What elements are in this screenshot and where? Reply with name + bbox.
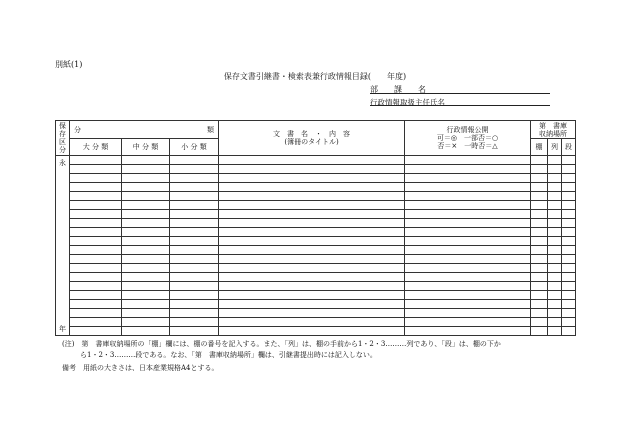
table-row bbox=[56, 246, 576, 255]
table-cell[interactable] bbox=[70, 156, 122, 165]
table-cell[interactable] bbox=[70, 264, 122, 273]
table-cell[interactable] bbox=[562, 300, 576, 309]
table-row bbox=[56, 219, 576, 228]
table-cell[interactable] bbox=[170, 255, 219, 264]
table-cell[interactable] bbox=[219, 318, 405, 327]
table-cell[interactable] bbox=[122, 255, 170, 264]
table-row bbox=[56, 210, 576, 219]
table-cell[interactable] bbox=[562, 228, 576, 237]
disclosure-legend-1: 可＝◎ 一部否＝○ bbox=[436, 134, 499, 142]
table-cell[interactable] bbox=[70, 327, 122, 336]
table-cell[interactable] bbox=[219, 165, 405, 174]
disclosure-header bbox=[405, 121, 531, 156]
table-row bbox=[56, 192, 576, 201]
table-cell[interactable] bbox=[122, 264, 170, 273]
table-cell[interactable] bbox=[405, 219, 531, 228]
table-cell[interactable] bbox=[405, 246, 531, 255]
table-cell[interactable] bbox=[405, 174, 531, 183]
table-cell[interactable] bbox=[562, 309, 576, 318]
retention-permanent-label: 永 bbox=[59, 159, 66, 167]
officer-name-label: 行政情報取扱主任氏名 bbox=[370, 98, 445, 107]
table-cell[interactable] bbox=[405, 318, 531, 327]
table-cell[interactable] bbox=[170, 228, 219, 237]
table-row bbox=[56, 264, 576, 273]
table-cell[interactable] bbox=[548, 309, 562, 318]
table-cell[interactable] bbox=[548, 228, 562, 237]
table-cell[interactable] bbox=[562, 210, 576, 219]
table-cell[interactable] bbox=[70, 291, 122, 300]
retention-header: 保存区分 bbox=[56, 121, 70, 156]
storage-header bbox=[531, 121, 576, 139]
table-cell[interactable] bbox=[170, 273, 219, 282]
table-cell[interactable] bbox=[170, 264, 219, 273]
table-cell[interactable] bbox=[531, 237, 548, 246]
table-cell[interactable] bbox=[548, 192, 562, 201]
table-cell[interactable] bbox=[531, 327, 548, 336]
table-cell[interactable] bbox=[70, 183, 122, 192]
table-cell[interactable] bbox=[219, 246, 405, 255]
table-cell[interactable] bbox=[548, 255, 562, 264]
table-row bbox=[56, 282, 576, 291]
note-line-2: ら1・2・3………段である。なお、「第 書庫収納場所」欄は、引継書提出時には記入しない。 bbox=[80, 351, 377, 359]
table-cell[interactable] bbox=[548, 327, 562, 336]
table-cell[interactable] bbox=[170, 165, 219, 174]
table-cell[interactable] bbox=[405, 255, 531, 264]
table-row bbox=[56, 183, 576, 192]
table-cell[interactable] bbox=[531, 201, 548, 210]
table-cell[interactable] bbox=[70, 255, 122, 264]
table-cell[interactable] bbox=[562, 327, 576, 336]
table-cell[interactable] bbox=[219, 210, 405, 219]
table-cell[interactable] bbox=[405, 237, 531, 246]
table-cell[interactable] bbox=[70, 228, 122, 237]
table-cell[interactable] bbox=[122, 228, 170, 237]
table-cell[interactable] bbox=[531, 183, 548, 192]
table-cell[interactable] bbox=[170, 156, 219, 165]
table-cell[interactable] bbox=[562, 192, 576, 201]
table-cell[interactable] bbox=[170, 174, 219, 183]
table-cell[interactable] bbox=[531, 255, 548, 264]
table-cell[interactable] bbox=[122, 174, 170, 183]
table-cell[interactable] bbox=[562, 237, 576, 246]
table-cell[interactable] bbox=[548, 273, 562, 282]
table-cell[interactable] bbox=[548, 318, 562, 327]
table-cell[interactable] bbox=[405, 165, 531, 174]
tier-header: 段 bbox=[562, 139, 576, 156]
table-cell[interactable] bbox=[170, 291, 219, 300]
table-cell[interactable] bbox=[219, 156, 405, 165]
classification-header-left: 分 bbox=[74, 125, 81, 134]
table-cell[interactable] bbox=[219, 282, 405, 291]
ledger-table bbox=[55, 120, 576, 336]
table-cell[interactable] bbox=[170, 282, 219, 291]
table-cell[interactable] bbox=[562, 165, 576, 174]
table-cell[interactable] bbox=[562, 201, 576, 210]
table-cell[interactable] bbox=[170, 210, 219, 219]
table-cell[interactable] bbox=[562, 246, 576, 255]
table-cell[interactable] bbox=[122, 183, 170, 192]
storage-header-line-2: 収納場所 bbox=[539, 129, 568, 138]
storage-header-line-1: 第 書庫 bbox=[539, 121, 568, 130]
table-cell[interactable] bbox=[122, 192, 170, 201]
table-cell[interactable] bbox=[219, 255, 405, 264]
table-cell[interactable] bbox=[531, 210, 548, 219]
column-header: 列 bbox=[548, 139, 562, 156]
table-cell[interactable] bbox=[531, 174, 548, 183]
table-cell[interactable] bbox=[531, 192, 548, 201]
middle-class-header: 中 分 類 bbox=[122, 139, 170, 156]
table-cell[interactable] bbox=[548, 237, 562, 246]
table-cell[interactable] bbox=[70, 300, 122, 309]
table-cell[interactable] bbox=[122, 210, 170, 219]
table-cell[interactable] bbox=[548, 183, 562, 192]
table-cell[interactable] bbox=[219, 237, 405, 246]
table-cell[interactable] bbox=[122, 309, 170, 318]
remarks: 備考 用紙の大きさは、日本産業規格A4とする。 bbox=[62, 364, 219, 372]
table-cell[interactable] bbox=[531, 309, 548, 318]
table-cell[interactable] bbox=[548, 201, 562, 210]
table-cell[interactable] bbox=[531, 300, 548, 309]
table-cell[interactable] bbox=[405, 300, 531, 309]
table-cell[interactable] bbox=[70, 165, 122, 174]
table-cell[interactable] bbox=[219, 273, 405, 282]
table-cell[interactable] bbox=[562, 273, 576, 282]
table-row bbox=[56, 156, 576, 165]
table-cell[interactable] bbox=[562, 291, 576, 300]
table-cell[interactable] bbox=[562, 255, 576, 264]
table-cell[interactable] bbox=[122, 282, 170, 291]
table-cell[interactable] bbox=[219, 264, 405, 273]
table-cell[interactable] bbox=[219, 219, 405, 228]
table-cell[interactable] bbox=[170, 318, 219, 327]
table-cell[interactable] bbox=[170, 183, 219, 192]
table-cell[interactable] bbox=[170, 246, 219, 255]
table-cell[interactable] bbox=[219, 183, 405, 192]
table-row bbox=[56, 174, 576, 183]
table-cell[interactable] bbox=[531, 264, 548, 273]
department-label: 部 課 名 bbox=[370, 85, 430, 94]
table-row bbox=[56, 318, 576, 327]
table-cell[interactable] bbox=[405, 264, 531, 273]
table-cell[interactable] bbox=[562, 219, 576, 228]
table-cell[interactable] bbox=[562, 264, 576, 273]
table-cell[interactable] bbox=[122, 219, 170, 228]
document-subtitle-label: (簿冊のタイトル) bbox=[284, 138, 339, 146]
table-cell[interactable] bbox=[548, 264, 562, 273]
table-cell[interactable] bbox=[531, 291, 548, 300]
table-cell[interactable] bbox=[122, 273, 170, 282]
table-cell[interactable] bbox=[548, 156, 562, 165]
table-cell[interactable] bbox=[531, 282, 548, 291]
classification-header bbox=[70, 121, 219, 139]
table-cell[interactable] bbox=[70, 201, 122, 210]
table-row bbox=[56, 228, 576, 237]
table-cell[interactable] bbox=[219, 309, 405, 318]
disclosure-title: 行政情報公開 bbox=[446, 126, 489, 134]
table-cell[interactable] bbox=[548, 165, 562, 174]
table-cell[interactable] bbox=[548, 210, 562, 219]
table-cell[interactable] bbox=[562, 174, 576, 183]
table-row bbox=[56, 237, 576, 246]
table-cell[interactable] bbox=[405, 210, 531, 219]
table-cell[interactable] bbox=[562, 156, 576, 165]
table-cell[interactable] bbox=[405, 183, 531, 192]
note-line-1: (注) 第 書庫収納場所の「棚」欄には、棚の番号を記入する。また、「列」は、棚の手前から1・2・3………列であり、「段」は、棚の下か bbox=[62, 340, 501, 348]
classification-header-right: 類 bbox=[207, 125, 215, 134]
table-cell[interactable] bbox=[219, 291, 405, 300]
shelf-header: 棚 bbox=[531, 139, 548, 156]
table-row bbox=[56, 327, 576, 336]
document-header bbox=[219, 121, 405, 156]
table-row bbox=[56, 201, 576, 210]
table-cell[interactable] bbox=[170, 237, 219, 246]
table-cell[interactable] bbox=[122, 327, 170, 336]
table-cell[interactable] bbox=[122, 201, 170, 210]
table-row bbox=[56, 255, 576, 264]
table-cell[interactable] bbox=[405, 309, 531, 318]
table-cell[interactable] bbox=[170, 219, 219, 228]
table-cell[interactable] bbox=[531, 165, 548, 174]
table-cell[interactable] bbox=[219, 300, 405, 309]
table-cell[interactable] bbox=[405, 201, 531, 210]
table-cell[interactable] bbox=[405, 273, 531, 282]
table-cell[interactable] bbox=[70, 309, 122, 318]
table-cell[interactable] bbox=[405, 291, 531, 300]
annex-label: 別紙(1) bbox=[55, 60, 83, 69]
table-cell[interactable] bbox=[70, 210, 122, 219]
table-cell[interactable] bbox=[405, 228, 531, 237]
table-cell[interactable] bbox=[562, 318, 576, 327]
table-cell[interactable] bbox=[548, 246, 562, 255]
table-cell[interactable] bbox=[531, 156, 548, 165]
table-cell[interactable] bbox=[122, 291, 170, 300]
table-cell[interactable] bbox=[122, 165, 170, 174]
table-cell[interactable] bbox=[219, 201, 405, 210]
table-cell[interactable] bbox=[70, 192, 122, 201]
table-cell[interactable] bbox=[122, 237, 170, 246]
table-cell[interactable] bbox=[170, 300, 219, 309]
table-cell[interactable] bbox=[70, 282, 122, 291]
table-cell[interactable] bbox=[70, 219, 122, 228]
document-title-label: 文 書 名 ・ 内 容 bbox=[273, 130, 351, 138]
retention-years-label: 年 bbox=[59, 325, 66, 333]
table-cell[interactable] bbox=[548, 291, 562, 300]
officer-name-underline bbox=[370, 105, 550, 106]
table-cell[interactable] bbox=[531, 273, 548, 282]
table-cell[interactable] bbox=[219, 327, 405, 336]
table-cell[interactable] bbox=[562, 282, 576, 291]
table-cell[interactable] bbox=[122, 246, 170, 255]
table-cell[interactable] bbox=[405, 327, 531, 336]
table-cell[interactable] bbox=[70, 237, 122, 246]
disclosure-legend-2: 否＝× 一時否＝△ bbox=[437, 142, 498, 150]
minor-class-header: 小 分 類 bbox=[170, 139, 219, 156]
major-class-header: 大 分 類 bbox=[70, 139, 122, 156]
table-cell[interactable] bbox=[122, 318, 170, 327]
table-cell[interactable] bbox=[219, 192, 405, 201]
table-cell[interactable] bbox=[548, 282, 562, 291]
table-cell[interactable] bbox=[70, 318, 122, 327]
table-row bbox=[56, 291, 576, 300]
table-row bbox=[56, 273, 576, 282]
table-cell[interactable] bbox=[405, 156, 531, 165]
table-cell[interactable] bbox=[405, 192, 531, 201]
table-cell[interactable] bbox=[219, 174, 405, 183]
table-cell[interactable] bbox=[122, 156, 170, 165]
table-cell[interactable] bbox=[170, 327, 219, 336]
table-cell[interactable] bbox=[562, 183, 576, 192]
table-cell[interactable] bbox=[531, 228, 548, 237]
table-row bbox=[56, 165, 576, 174]
table-cell[interactable] bbox=[531, 318, 548, 327]
table-cell[interactable] bbox=[219, 228, 405, 237]
table-cell[interactable] bbox=[122, 300, 170, 309]
table-cell[interactable] bbox=[405, 282, 531, 291]
table-cell[interactable] bbox=[170, 309, 219, 318]
table-row bbox=[56, 300, 576, 309]
table-cell[interactable] bbox=[70, 174, 122, 183]
table-cell[interactable] bbox=[548, 174, 562, 183]
page-title: 保存文書引継書・検索表兼行政情報目録( 年度) bbox=[223, 72, 407, 81]
table-cell[interactable] bbox=[70, 246, 122, 255]
table-cell[interactable] bbox=[548, 300, 562, 309]
table-cell[interactable] bbox=[70, 273, 122, 282]
table-cell[interactable] bbox=[531, 246, 548, 255]
department-underline bbox=[370, 93, 550, 94]
header-row-1 bbox=[56, 121, 576, 139]
table-cell[interactable] bbox=[170, 201, 219, 210]
retention-period-cell bbox=[56, 156, 70, 336]
table-row bbox=[56, 309, 576, 318]
table-cell[interactable] bbox=[170, 192, 219, 201]
table-cell[interactable] bbox=[548, 219, 562, 228]
table-cell[interactable] bbox=[531, 219, 548, 228]
